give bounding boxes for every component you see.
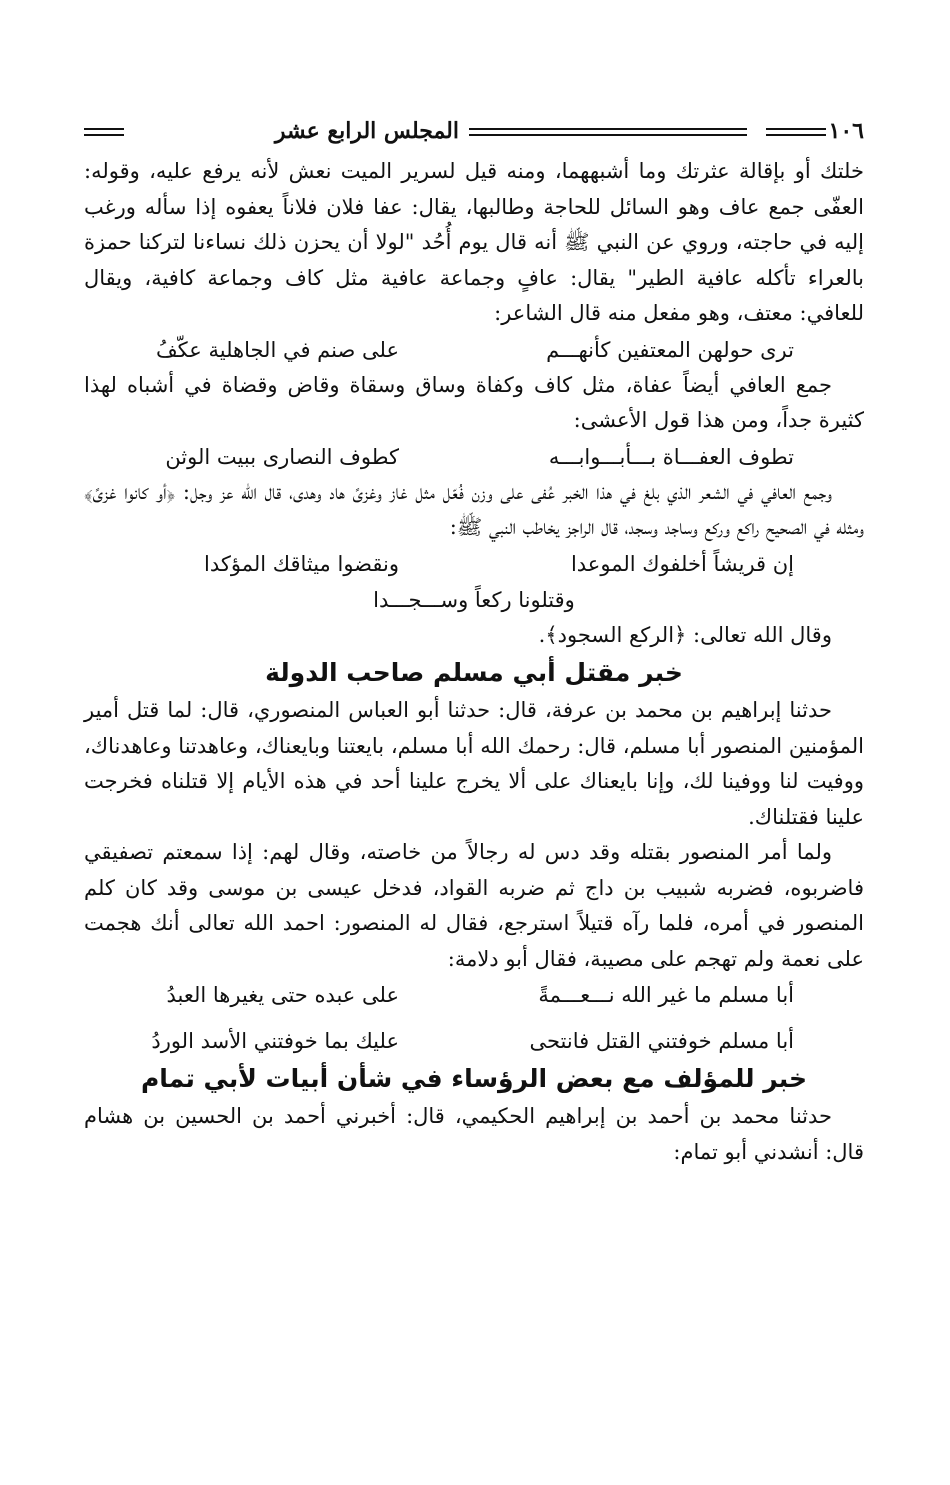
verse-line xyxy=(84,332,864,368)
verse-hemistich: كطوف النصارى ببيت الوثن xyxy=(165,444,399,469)
verse-hemistich: على صنم في الجاهلية عكّفُ xyxy=(155,337,399,362)
paragraph: حدثنا إبراهيم بن محمد بن عرفة، قال: حدثنا أبو العباس المنصوري، قال: لما قتل أمير المؤمنين المنصور أبا مسلم، قال: رحمك الله أبا مسلم، بايعتنا وبايعناك، وعاهدتنا وعاهدناك، ووفيت لنا ووفينا لك، وإنا بايعناك على ألا يخرج علينا أحد في هذه الأيام إلا قتلناه فخرجت علينا فقتلناك. xyxy=(84,698,864,829)
verse-hemistich: ترى حولهن المعتفين كأنهـــم xyxy=(546,337,794,362)
verse-hemistich: تطوف العفـــاة بـــأبـــوابـــه xyxy=(548,444,794,469)
running-title: المجلس الرابع عشر xyxy=(274,118,459,144)
verse-line xyxy=(84,977,864,1013)
paragraph: وقال الله تعالى: ﴿الركع السجود﴾. xyxy=(538,622,832,647)
verse-hemistich: إن قريشاً أخلفوك الموعدا xyxy=(570,551,794,576)
verse-line xyxy=(84,546,864,582)
page-body xyxy=(84,154,864,1170)
verse-hemistich: ونقضوا ميثاقك المؤكدا xyxy=(204,551,399,576)
verse-line xyxy=(84,439,864,475)
paragraph: ولما أمر المنصور بقتله وقد دس له رجالاً من خاصته، وقال لهم: إذا سمعتم تصفيقي فاضربوه، فضربه شبيب بن داج ثم ضربه القواد، فدخل عيسى بن موسى وقد كان كلم المنصور في أمره، فلما رآه قتيلاً استرجع، فقال له المنصور: احمد الله تعالى أنك هجمت على نعمة ولم تهجم على مصيبة، فقال أبو دلامة: xyxy=(84,840,864,971)
header-rule xyxy=(766,128,826,136)
paragraph: جمع العافي أيضاً عفاة، مثل كاف وكفاة وساق وسقاة وقاض وقضاة في أشباه لهذا كثيرة جداً، ومن هذا قول الأعشى: xyxy=(84,372,864,432)
verse-hemistich: عليك بما خوفتني الأسد الوردُ xyxy=(151,1029,399,1053)
paragraph: وجمع العافي في الشعر الذي بلغ في هذا الخبر عُفى على وزن فُعّل مثل غاز وغزىً هاد وهدى، قال الله عز وجل: ﴿أو كانوا غزىً﴾ ومثله في الصحيح راكع وركع وساجد وسجد، قال الراجز يخاطب النبي ﷺ: xyxy=(84,479,864,539)
section-heading: خبر للمؤلف مع بعض الرؤساء في شأن أبيات لأبي تمام xyxy=(140,1064,808,1093)
header-rule xyxy=(469,128,747,136)
page-header xyxy=(84,116,864,150)
verse-hemistich: أبا مسلم ما غير الله نـــعـــمةً xyxy=(538,983,794,1007)
page-number: ١٠٦ xyxy=(828,118,864,144)
verse-hemistich: أبا مسلم خوفتني القتل فانتحى xyxy=(529,1029,794,1053)
paragraph: حدثنا محمد بن أحمد بن إبراهيم الحكيمي، قال: أخبرني أحمد بن الحسين بن هشام قال: أنشدني أبو تمام: xyxy=(84,1104,864,1164)
verse-hemistich: على عبده حتى يغيرها العبدُ xyxy=(166,983,399,1007)
paragraph: خلتك أو بإقالة عثرتك وما أشبههما، ومنه قيل لسرير الميت نعش لأنه يرفع عليه، وقوله: العفّى جمع عاف وهو السائل للحاجة وطالبها، يقال: عفا فلان فلاناً يعفوه إذا سأله ورغب إليه في حاجته، وروي عن النبي ﷺ أنه قال يوم أُحُد "لولا أن يحزن ذلك نساءنا لتركنا حمزة بالعراء تأكله عافية الطير" يقال: عافٍ وجماعة عافية مثل كاف وجماعة كافية، ويقال للعافي: معتف، وهو مفعل منه قال الشاعر: xyxy=(84,159,864,325)
verse-line-centered: وقتلونا ركعاً وســـجـــدا xyxy=(373,587,575,612)
verse-line xyxy=(84,1023,864,1059)
header-rule xyxy=(84,128,124,136)
section-heading: خبر مقتل أبي مسلم صاحب الدولة xyxy=(265,658,683,687)
